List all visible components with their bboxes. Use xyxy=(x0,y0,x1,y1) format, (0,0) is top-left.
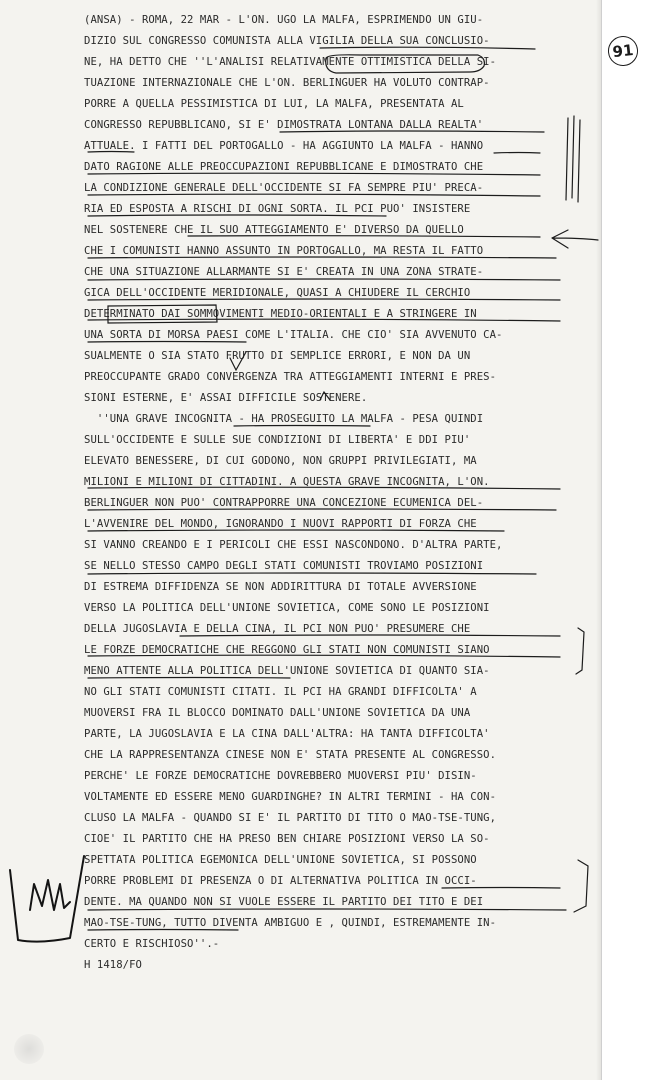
text-line: PORRE A QUELLA PESSIMISTICA DI LUI, LA MALFA, PRESENTATA AL xyxy=(84,98,464,110)
text-line: SPETTATA POLITICA EGEMONICA DELL'UNIONE SOVIETICA, SI POSSONO xyxy=(84,854,477,866)
text-line: SE NELLO STESSO CAMPO DEGLI STATI COMUNISTI TROVIAMO POSIZIONI xyxy=(84,560,484,572)
text-line: MILIONI E MILIONI DI CITTADINI. A QUESTA GRAVE INCOGNITA, L'ON. xyxy=(84,476,490,488)
text-line: ELEVATO BENESSERE, DI CUI GODONO, NON GRUPPI PRIVILEGIATI, MA xyxy=(84,455,477,467)
text-line: CERTO E RISCHIOSO''.- xyxy=(84,938,220,950)
text-line: CHE I COMUNISTI HANNO ASSUNTO IN PORTOGALLO, MA RESTA IL FATTO xyxy=(84,245,484,257)
text-line: DELLA JUGOSLAVIA E DELLA CINA, IL PCI NON PUO' PRESUMERE CHE xyxy=(84,623,471,635)
text-line: CLUSO LA MALFA - QUANDO SI E' IL PARTITO DI TITO O MAO-TSE-TUNG, xyxy=(84,812,497,824)
text-line: PERCHE' LE FORZE DEMOCRATICHE DOVREBBERO MUOVERSI PIU' DISIN- xyxy=(84,770,477,782)
text-line: DI ESTREMA DIFFIDENZA SE NON ADDIRITTURA DI TOTALE AVVERSIONE xyxy=(84,581,477,593)
paper-blemish xyxy=(14,1034,44,1064)
text-line: MUOVERSI FRA IL BLOCCO DOMINATO DALL'UNIONE SOVIETICA DA UNA xyxy=(84,707,471,719)
text-line: BERLINGUER NON PUO' CONTRAPPORRE UNA CONCEZIONE ECUMENICA DEL- xyxy=(84,497,484,509)
text-line: ATTUALE. I FATTI DEL PORTOGALLO - HA AGGIUNTO LA MALFA - HANNO xyxy=(84,140,484,152)
text-line: VERSO LA POLITICA DELL'UNIONE SOVIETICA, COME SONO LE POSIZIONI xyxy=(84,602,490,614)
text-line: CHE UNA SITUAZIONE ALLARMANTE SI E' CREATA IN UNA ZONA STRATE- xyxy=(84,266,484,278)
text-line: CIOE' IL PARTITO CHE HA PRESO BEN CHIARE POSIZIONI VERSO LA SO- xyxy=(84,833,490,845)
text-line: PREOCCUPANTE GRADO CONVERGENZA TRA ATTEGGIAMENTI INTERNI E PRES- xyxy=(84,371,497,383)
page-number-circled: 91 xyxy=(607,35,640,68)
text-line: UNA SORTA DI MORSA PAESI COME L'ITALIA. CHE CIO' SIA AVVENUTO CA- xyxy=(84,329,503,341)
text-line: SIONI ESTERNE, E' ASSAI DIFFICILE SOSTENERE. xyxy=(84,392,368,404)
text-line: ''UNA GRAVE INCOGNITA - HA PROSEGUITO LA MALFA - PESA QUINDI xyxy=(84,413,484,425)
text-line: MENO ATTENTE ALLA POLITICA DELL'UNIONE SOVIETICA DI QUANTO SIA- xyxy=(84,665,490,677)
text-line: NEL SOSTENERE CHE IL SUO ATTEGGIAMENTO E' DIVERSO DA QUELLO xyxy=(84,224,464,236)
text-line: LE FORZE DEMOCRATICHE CHE REGGONO GLI STATI NON COMUNISTI SIANO xyxy=(84,644,490,656)
text-line: L'AVVENIRE DEL MONDO, IGNORANDO I NUOVI RAPPORTI DI FORZA CHE xyxy=(84,518,477,530)
text-line: GICA DELL'OCCIDENTE MERIDIONALE, QUASI A CHIUDERE IL CERCHIO xyxy=(84,287,471,299)
text-line: RIA ED ESPOSTA A RISCHI DI OGNI SORTA. IL PCI PUO' INSISTERE xyxy=(84,203,471,215)
text-line: DIZIO SUL CONGRESSO COMUNISTA ALLA VIGILIA DELLA SUA CONCLUSIO- xyxy=(84,35,490,47)
text-line: LA CONDIZIONE GENERALE DELL'OCCIDENTE SI FA SEMPRE PIU' PRECA- xyxy=(84,182,484,194)
text-line: DETERMINATO DAI SOMMOVIMENTI MEDIO-ORIENTALI E A STRINGERE IN xyxy=(84,308,477,320)
text-line: VOLTAMENTE ED ESSERE MENO GUARDINGHE? IN ALTRI TERMINI - HA CON- xyxy=(84,791,497,803)
text-line: DATO RAGIONE ALLE PREOCCUPAZIONI REPUBBLICANE E DIMOSTRATO CHE xyxy=(84,161,484,173)
text-line: NE, HA DETTO CHE ''L'ANALISI RELATIVAMENTE OTTIMISTICA DELLA SI- xyxy=(84,56,497,68)
text-line: MAO-TSE-TUNG, TUTTO DIVENTA AMBIGUO E , QUINDI, ESTREMAMENTE IN- xyxy=(84,917,497,929)
text-line: SULL'OCCIDENTE E SULLE SUE CONDIZIONI DI LIBERTA' E DDI PIU' xyxy=(84,434,471,446)
text-line: PARTE, LA JUGOSLAVIA E LA CINA DALL'ALTRA: HA TANTA DIFFICOLTA' xyxy=(84,728,490,740)
text-line: H 1418/FO xyxy=(84,959,142,971)
text-line: CHE LA RAPPRESENTANZA CINESE NON E' STATA PRESENTE AL CONGRESSO. xyxy=(84,749,497,761)
text-line: TUAZIONE INTERNAZIONALE CHE L'ON. BERLINGUER HA VOLUTO CONTRAP- xyxy=(84,77,490,89)
text-line: SUALMENTE O SIA STATO FRUTTO DI SEMPLICE ERRORI, E NON DA UN xyxy=(84,350,471,362)
text-line: CONGRESSO REPUBBLICANO, SI E' DIMOSTRATA LONTANA DALLA REALTA' xyxy=(84,119,484,131)
text-line: (ANSA) - ROMA, 22 MAR - L'ON. UGO LA MALFA, ESPRIMENDO UN GIU- xyxy=(84,14,484,26)
text-line: NO GLI STATI COMUNISTI CITATI. IL PCI HA GRANDI DIFFICOLTA' A xyxy=(84,686,477,698)
text-line: SI VANNO CREANDO E I PERICOLI CHE ESSI NASCONDONO. D'ALTRA PARTE, xyxy=(84,539,503,551)
text-line: DENTE. MA QUANDO NON SI VUOLE ESSERE IL PARTITO DEI TITO E DEI xyxy=(84,896,484,908)
text-line: PORRE PROBLEMI DI PRESENZA O DI ALTERNATIVA POLITICA IN OCCI- xyxy=(84,875,477,887)
